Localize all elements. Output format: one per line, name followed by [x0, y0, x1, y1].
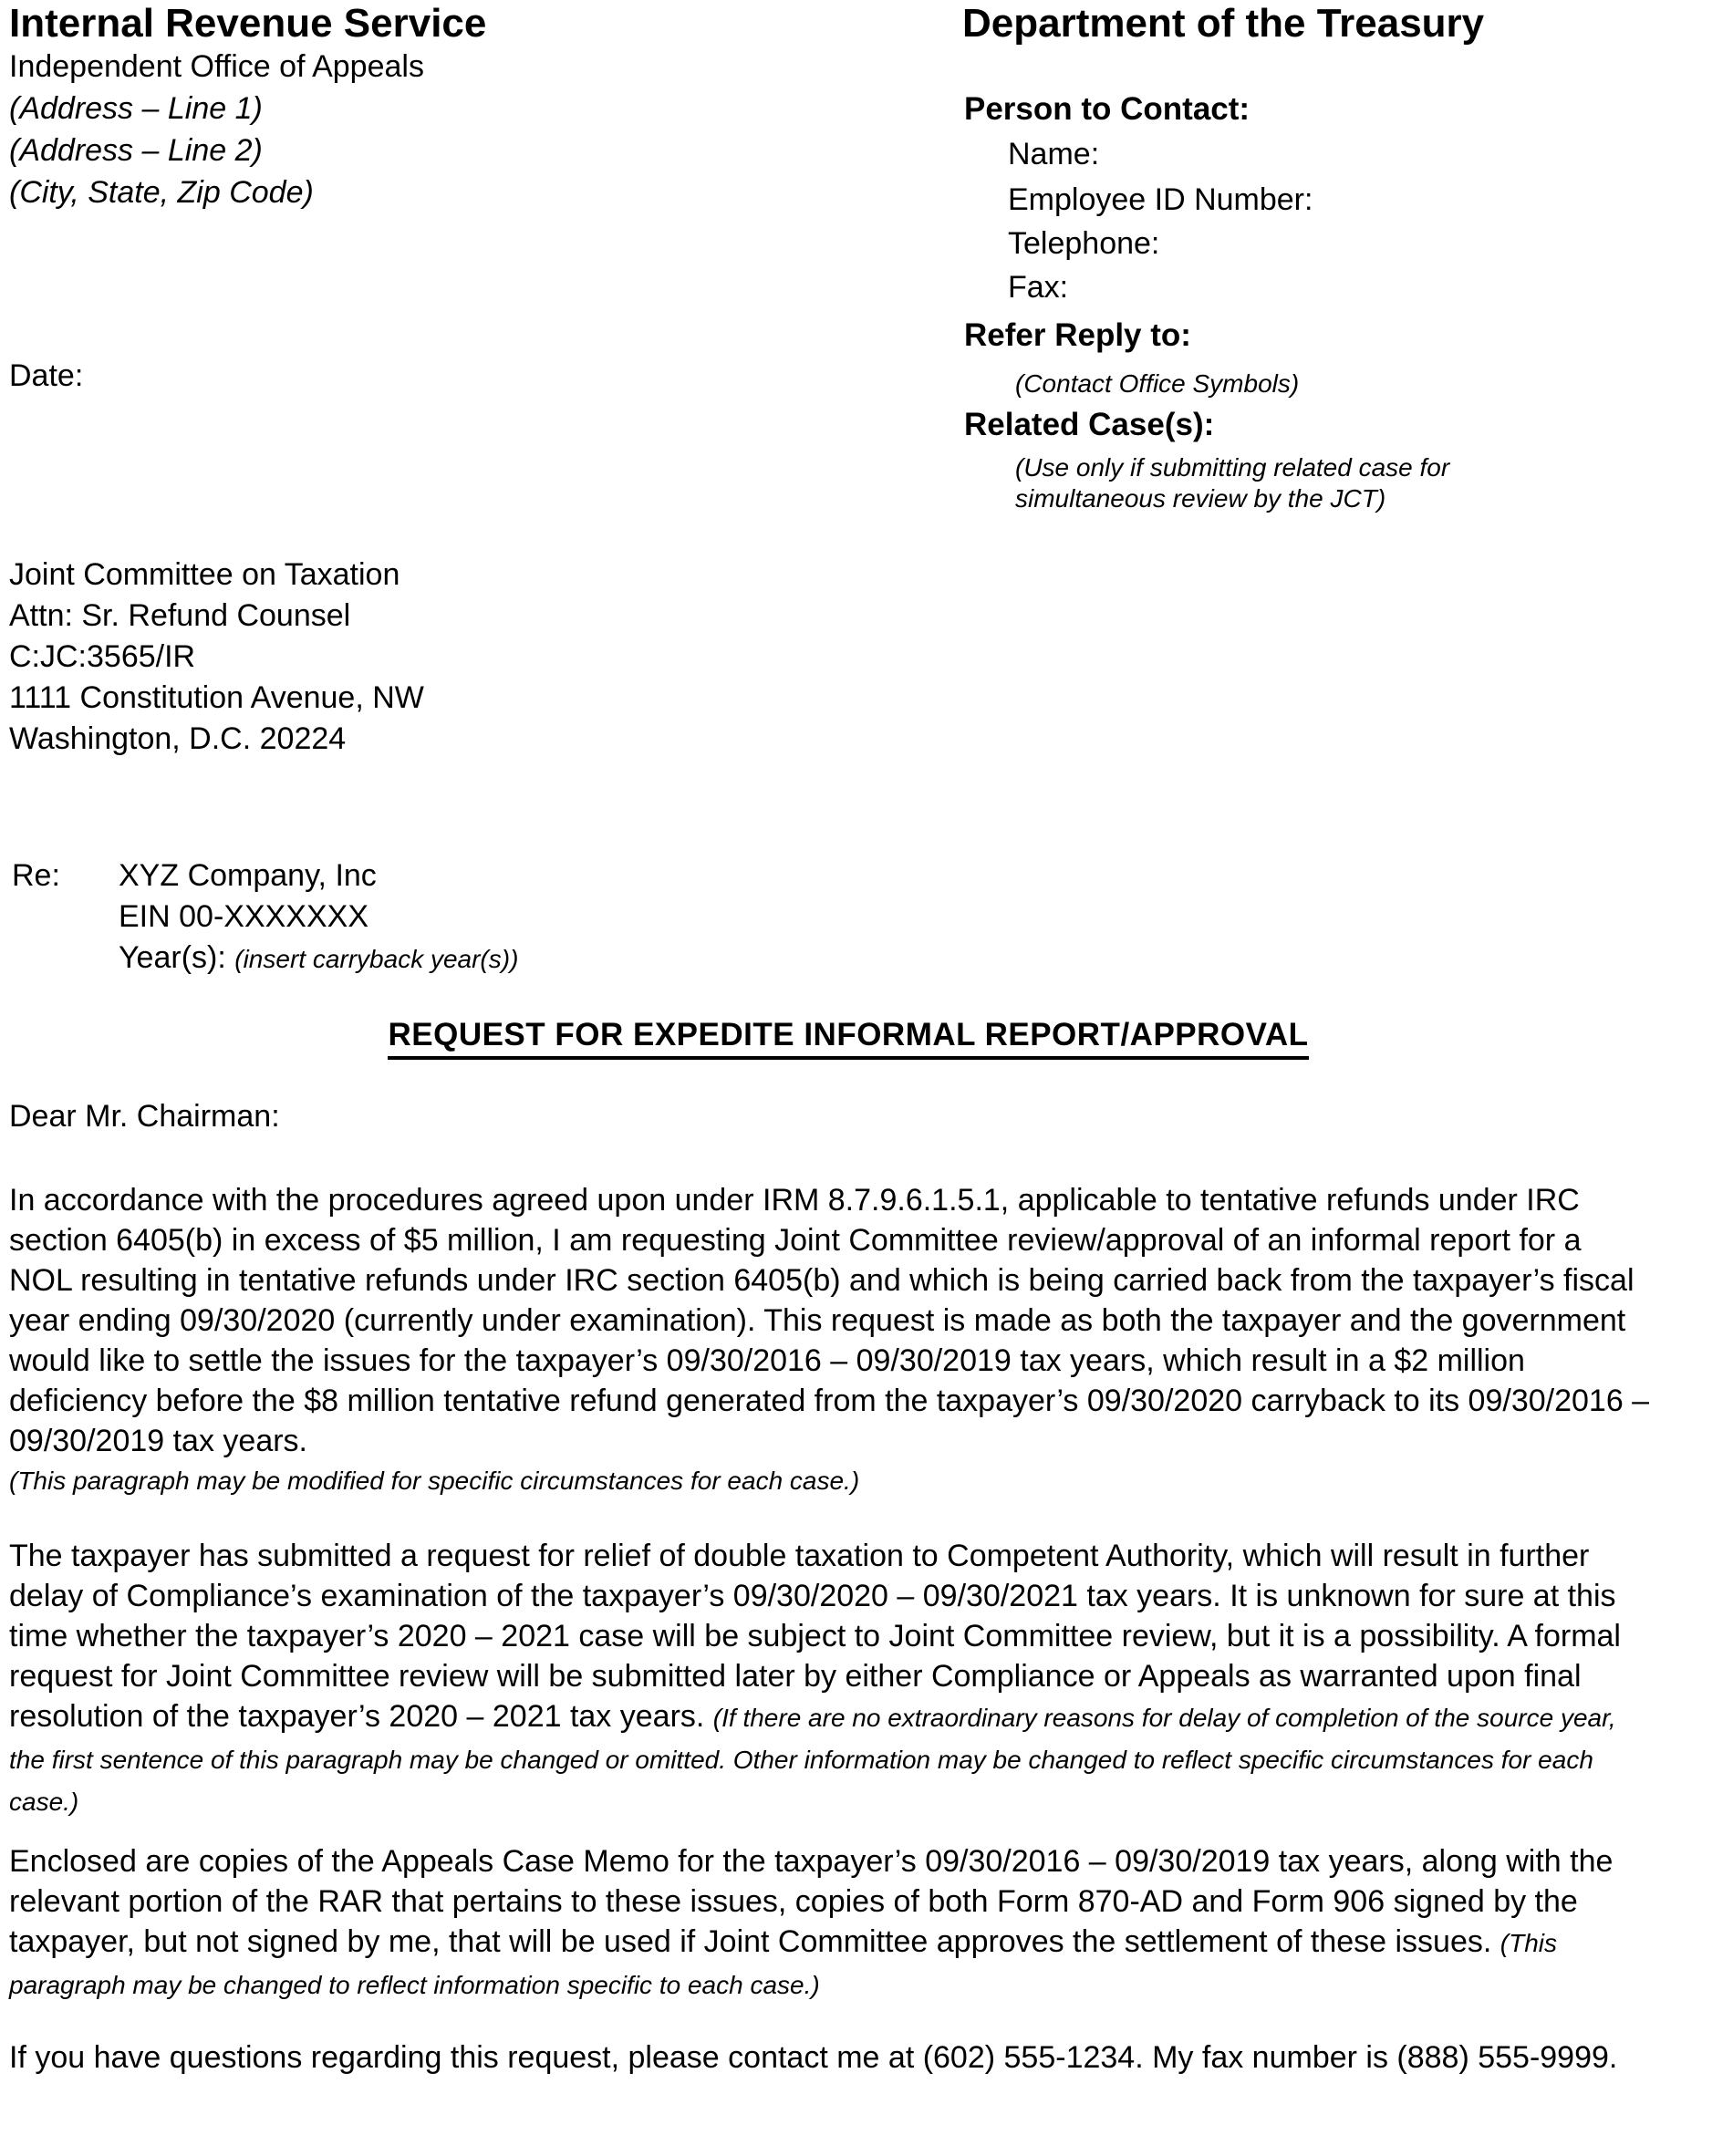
person-to-contact-label: Person to Contact:: [964, 91, 1250, 127]
paragraph-1-text: In accordance with the procedures agreed upon under IRM 8.7.9.6.1.5.1, applicable to tentative refunds under IRC section 6405(b) in excess of $5 million, I am requesting Joint Committee review/approval of an informal report for a NOL resulting in tentative refunds under IRC section 6405(b) and which is being carried back from the taxpayer’s fiscal year ending 09/30/2020 (currently under examination). This request is made as both the taxpayer and the government would like to settle the issues for the taxpayer’s 09/30/2016 – 09/30/2019 tax years, which result in a $2 million deficiency before the $8 million tentative refund generated from the taxpayer’s 09/30/2020 carryback to its 09/30/2016 – 09/30/2019 tax years.: [9, 1183, 1650, 1458]
paragraph-1-note: (This paragraph may be modified for specific circumstances for each case.): [9, 1467, 860, 1495]
recipient-line-5: Washington, D.C. 20224: [9, 721, 347, 756]
paragraph-1: [9, 1180, 1651, 1501]
recipient-line-2: Attn: Sr. Refund Counsel: [9, 598, 351, 633]
contact-field-name: Name:: [1008, 137, 1100, 171]
contact-office-symbols-note: (Contact Office Symbols): [1015, 369, 1300, 398]
related-cases-label: Related Case(s):: [964, 407, 1215, 442]
contact-field-fax: Fax:: [1008, 270, 1069, 305]
subject-line: [0, 1017, 1697, 1060]
salutation: Dear Mr. Chairman:: [9, 1099, 280, 1134]
recipient-line-3: C:JC:3565/IR: [9, 639, 196, 674]
sender-address-line-1: (Address – Line 1): [9, 91, 263, 126]
paragraph-3-text: Enclosed are copies of the Appeals Case Memo for the taxpayer’s 09/30/2016 – 09/30/2019 tax years, along with the relevant portion of the RAR that pertains to these issues, copies of both Form 870-AD and Form 906 signed by the taxpayer, but not signed by me, that will be used if Joint Committee approves the settlement of these issues.: [9, 1844, 1614, 1959]
recipient-line-1: Joint Committee on Taxation: [9, 557, 400, 592]
recipient-block: [9, 555, 424, 760]
contact-field-telephone: Telephone:: [1008, 226, 1160, 261]
re-label: Re:: [12, 858, 60, 893]
sender-address-line-2: (Address – Line 2): [9, 133, 263, 168]
sender-address-line-3: (City, State, Zip Code): [9, 175, 314, 210]
recipient-line-4: 1111 Constitution Avenue, NW: [9, 680, 424, 715]
re-ein: EIN 00-XXXXXXX: [119, 899, 369, 934]
paragraph-2: [9, 1536, 1651, 1822]
paragraph-4: [9, 2037, 1651, 2078]
re-company: XYZ Company, Inc: [119, 858, 377, 893]
sender-office: Independent Office of Appeals: [9, 49, 424, 84]
paragraph-2-note: (If there are no extraordinary reasons for delay of completion of the source year, the first sentence of this paragraph may be changed or omitted. Other information may be changed to reflect specific circumstances for each case.): [9, 1704, 1616, 1816]
sender-org: Internal Revenue Service: [9, 1, 487, 46]
paragraph-3: [9, 1841, 1651, 2006]
refer-reply-label: Refer Reply to:: [964, 317, 1191, 353]
paragraph-3-note: (This paragraph may be changed to reflect information specific to each case.): [9, 1929, 1557, 1999]
re-years-note: (insert carryback year(s)): [234, 945, 519, 973]
department-title: Department of the Treasury: [962, 1, 1485, 46]
paragraph-2-text: The taxpayer has submitted a request for relief of double taxation to Competent Authority, which will result in further delay of Compliance’s examination of the taxpayer’s 09/30/2020 – 09/30/2021 tax years. It is unknown for sure at this time whether the taxpayer’s 2020 – 2021 case will be subject to Joint Committee review, but it is a possibility. A formal request for Joint Committee review will be submitted later by either Compliance or Appeals as warranted upon final resolution of the taxpayer’s 2020 – 2021 tax years.: [9, 1539, 1621, 1734]
re-years-line: [119, 938, 518, 980]
subject-title: REQUEST FOR EXPEDITE INFORMAL REPORT/APPROVAL: [388, 1017, 1308, 1060]
related-cases-note: (Use only if submitting related case for simultaneous review by the JCT): [1015, 453, 1450, 513]
date-label: Date:: [9, 358, 84, 393]
contact-field-employee-id: Employee ID Number:: [1008, 182, 1313, 217]
re-years-label: Year(s):: [119, 940, 226, 975]
treasury-block: [962, 2, 1733, 513]
paragraph-4-text: If you have questions regarding this request, please contact me at (602) 555-1234. My fax number is (888) 555-9999.: [9, 2040, 1618, 2075]
sender-block: [9, 2, 486, 213]
